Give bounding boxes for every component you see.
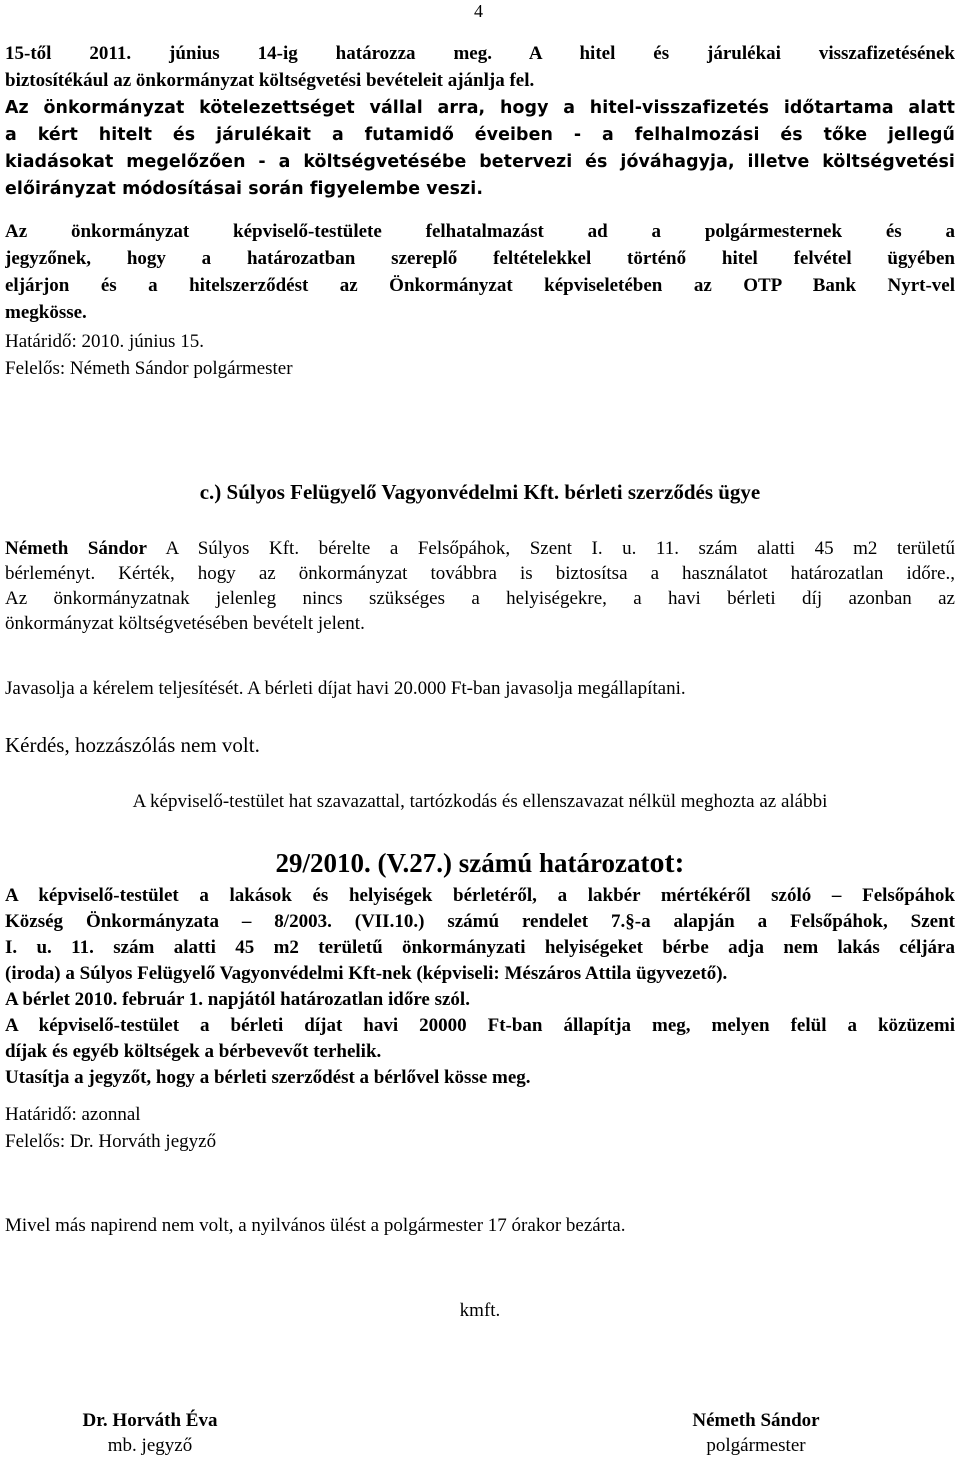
responsible-text: Felelős: Németh Sándor polgármester (5, 358, 293, 379)
obligation-line: előirányzat módosításai során figyelembe veszi. (5, 179, 484, 199)
deadline-text: Határidő: azonnal (5, 1104, 141, 1125)
authorization-paragraph (5, 218, 955, 326)
deadline-text: Határidő: 2010. június 15. (5, 331, 204, 352)
speaker-name: Németh Sándor (5, 538, 147, 559)
signatory-title: polgármester (706, 1435, 806, 1456)
section-line: bérleményt. Kérték, hogy az önkormányzat továbbra is biztosítsa a használatot határozatlan időre., (5, 563, 955, 584)
section-body (5, 536, 955, 636)
vote-text: A képviselő-testület hat szavazattal, tartózkodás és ellenszavazat nélkül meghozta az alábbi (132, 791, 828, 812)
kmft-text: kmft. (459, 1300, 501, 1321)
resolution-line: (iroda) a Súlyos Felügyelő Vagyonvédelmi Kft-nek (képviseli: Mészáros Attila ügyvezető). (5, 963, 728, 984)
signatory-title: mb. jegyző (107, 1435, 193, 1456)
obligation-paragraph (5, 95, 955, 203)
section-line: Németh Sándor A Súlyos Kft. bérelte a Felsőpáhok, Szent I. u. 11. szám alatti 45 m2 területű (5, 538, 955, 559)
resolution-line: A képviselő-testület a lakások és helyiségek bérletéről, a lakbér mértékéről szóló – Felsőpáhok (5, 885, 955, 906)
authorization-line: jegyzőnek, hogy a határozatban szereplő feltételekkel történő hitel felvétel ügyében (5, 248, 955, 269)
section-line: Az önkormányzatnak jelenleg nincs szükséges a helyiségekre, a havi bérleti díj azonban az (5, 588, 955, 609)
signatory-name: Dr. Horváth Éva (82, 1410, 218, 1431)
resolution-title: 29/2010. (V.27.) számú határozatot: (275, 846, 685, 879)
resolution-line: díjak és egyéb költségek a bérbevevőt terhelik. (5, 1041, 382, 1062)
intro-paragraph (5, 40, 955, 94)
signatory-name: Németh Sándor (692, 1410, 820, 1431)
section-heading: c.) Súlyos Felügyelő Vagyonvédelmi Kft. bérleti szerződés ügye (199, 480, 761, 504)
intro-line: biztosítékául az önkormányzat költségvetési bevételeit ajánlja fel. (5, 70, 535, 91)
resolution-meta (5, 1101, 955, 1155)
resolution-line: Község Önkormányzata – 8/2003. (VII.10.) számú rendelet 7.§-a alapján a Felsőpáhok, Szent (5, 911, 955, 932)
authorization-meta (5, 328, 955, 382)
authorization-line: Az önkormányzat képviselő-testülete felhatalmazást ad a polgármesternek és a (5, 221, 955, 242)
resolution-line: A képviselő-testület a bérleti díjat havi 20000 Ft-ban állapítja meg, melyen felül a közüzemi (5, 1015, 955, 1036)
responsible-text: Felelős: Dr. Horváth jegyző (5, 1131, 217, 1152)
authorization-line: eljárjon és a hitelszerződést az Önkormányzat képviseletében az OTP Bank Nyrt-vel (5, 275, 955, 296)
signature-right (646, 1408, 866, 1458)
intro-line: 15-től 2011. június 14-ig határozza meg. A hitel és járulékai visszafizetésének (5, 43, 955, 64)
signature-left (40, 1408, 260, 1458)
resolution-body (5, 883, 955, 1091)
page-number: 4 (474, 1, 483, 21)
authorization-line: megkösse. (5, 302, 87, 323)
closing-text: Mivel más napirend nem volt, a nyilvános ülést a polgármester 17 órakor bezárta. (5, 1215, 626, 1236)
obligation-line: Az önkormányzat kötelezettséget vállal arra, hogy a hitel-visszafizetés időtartama alatt (5, 98, 955, 118)
proposal-text: Javasolja a kérelem teljesítését. A bérleti díjat havi 20.000 Ft-ban javasolja megállapítani. (5, 678, 686, 699)
obligation-line: kiadásokat megelőzően - a költségvetésébe betervezi és jóváhagyja, illetve költségvetési (5, 152, 955, 172)
section-line: önkormányzat költségvetésében bevételt jelent. (5, 613, 365, 634)
obligation-line: a kért hitelt és járulékait a futamidő éveiben - a felhalmozási és tőke jellegű (5, 125, 955, 145)
resolution-line: I. u. 11. szám alatti 45 m2 területű önkormányzati helyiségeket bérbe adja nem lakás céljára (5, 937, 955, 958)
resolution-line: A bérlet 2010. február 1. napjától határozatlan időre szól. (5, 989, 470, 1010)
questions-text: Kérdés, hozzászólás nem volt. (5, 733, 260, 757)
resolution-line: Utasítja a jegyzőt, hogy a bérleti szerződést a bérlővel kösse meg. (5, 1067, 531, 1088)
